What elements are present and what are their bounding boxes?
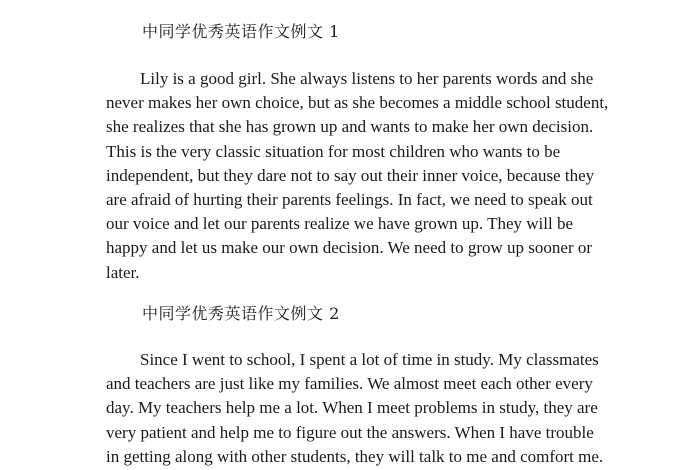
essay-1-line-3: she realizes that she has grown up and wants to make her own decision.: [106, 117, 594, 137]
essay-2-heading: 中同学优秀英语作文例文 2: [142, 304, 340, 323]
essay-1-line-5: independent, but they dare not to say out their inner voice, because they: [106, 165, 595, 185]
essay-2-line-1: Since I went to school, I spent a lot of time in study. My classmates: [140, 350, 599, 369]
essay-1-line-6: are afraid of hurting their parents feelings. In fact, we need to speak out: [106, 189, 593, 209]
essay-1-line-8: happy and let us make our own decision. We need to grow up sooner or: [106, 238, 593, 258]
essay-2-line-2: and teachers are just like my families. We almost meet each other every: [106, 374, 593, 394]
essay-2-body: [106, 348, 606, 469]
essay-2-line-4: very patient and help me to figure out the answers. When I have trouble: [106, 422, 594, 442]
essay-1-line-9: later.: [106, 262, 140, 282]
essay-2-line-3: day. My teachers help me a lot. When I meet problems in study, they are: [106, 398, 598, 418]
essay-2-line-5: in getting along with other students, they will talk to me and comfort me.: [106, 446, 604, 466]
essay-1-line-2: never makes her own choice, but as she becomes a middle school student,: [106, 93, 609, 113]
essay-1-line-4: This is the very classic situation for most children who wants to be: [106, 141, 561, 161]
essay-1-line-7: our voice and let our parents realize we have grown up. They will be: [106, 214, 574, 234]
essay-1-body: [106, 67, 609, 285]
essay-1-line-1: Lily is a good girl. She always listens to her parents words and she: [140, 69, 594, 88]
essay-1-heading: 中同学优秀英语作文例文 1: [142, 22, 340, 41]
